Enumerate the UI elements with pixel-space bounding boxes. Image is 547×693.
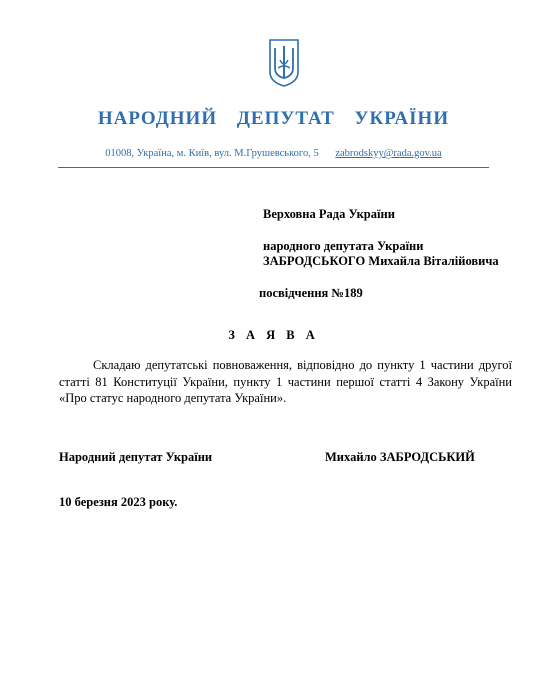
sender-line-1: народного депутата України [263,239,424,253]
document-title: З А Я В А [228,328,319,342]
signature-name: Михайло ЗАБРОДСЬКИЙ [325,450,475,464]
header-divider [58,167,489,168]
certificate-number: посвідчення №189 [259,286,363,300]
document-date: 10 березня 2023 року. [59,495,178,509]
statement-body [59,357,512,407]
signature-position: Народний депутат України [59,450,213,464]
email-link[interactable]: zabrodskyy@rada.gov.ua [335,148,442,159]
recipient-org: Верховна Рада України [263,207,395,221]
contact-line [0,148,547,159]
trident-coat-of-arms-icon [268,38,300,88]
statement-text: Складаю депутатські повноваження, відповідно до пункту 1 частини другої статті 81 Конституції України, пункту 1 частини першої статті 4 Закону України «Про статус народного депутата України». [59,358,512,405]
header-title: НАРОДНИЙ ДЕПУТАТ УКРАЇНИ [97,108,450,129]
address: 01008, Україна, м. Київ, вул. М.Грушевського, 5 [105,148,319,159]
sender-line-2: ЗАБРОДСЬКОГО Михайла Віталійовича [263,254,499,268]
